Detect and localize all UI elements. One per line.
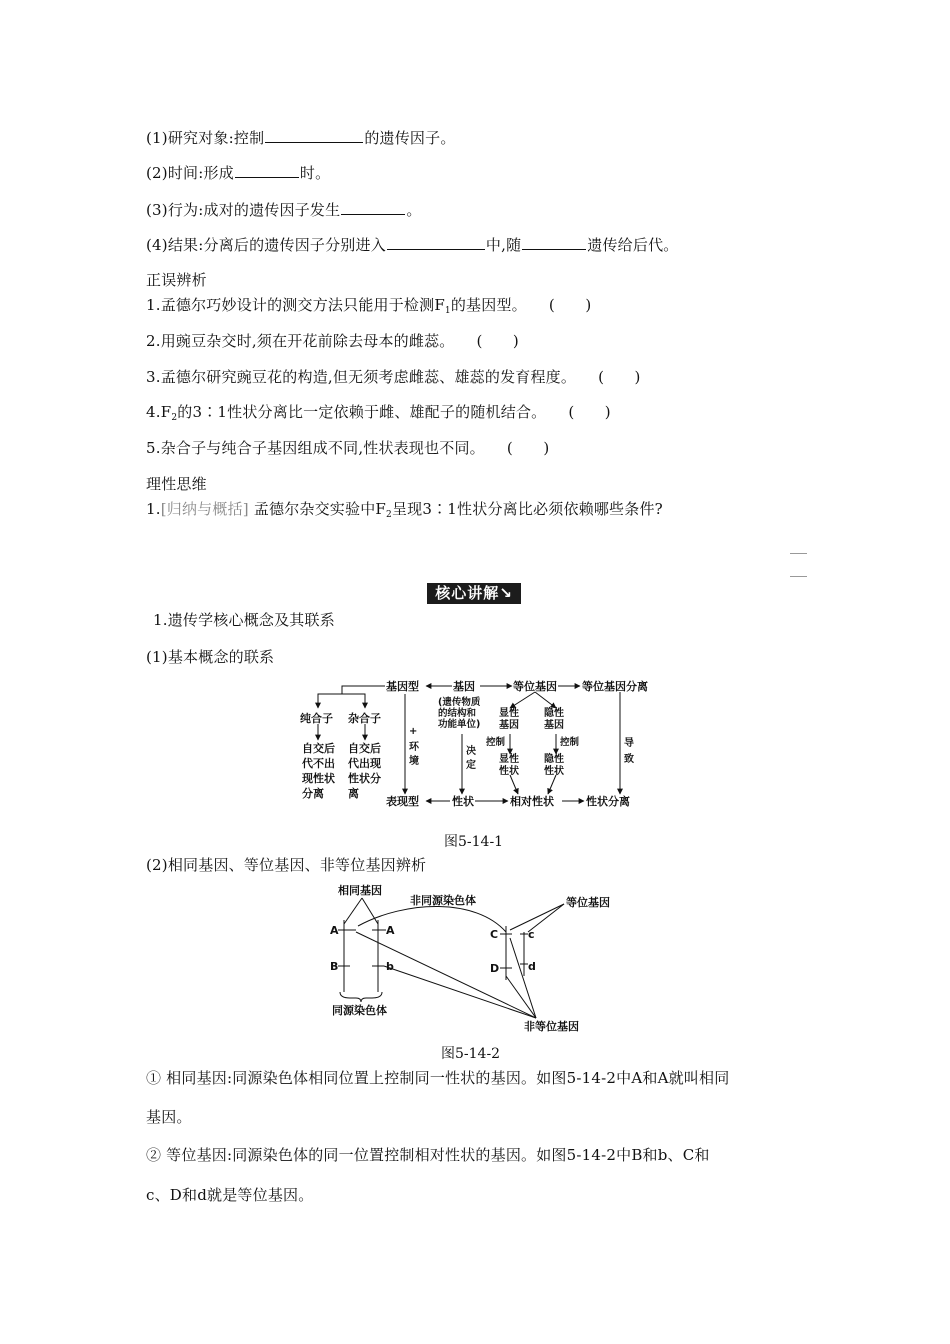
lead-char-1: 导 bbox=[624, 738, 634, 749]
answer-parentheses[interactable]: ( ) bbox=[548, 296, 592, 314]
dominant-trait-1: 显性 bbox=[499, 754, 519, 765]
fill-item-2-suffix: 时。 bbox=[299, 164, 331, 182]
gene-types-diagram bbox=[326, 880, 626, 1035]
control-right: 控制 bbox=[560, 737, 580, 748]
gene-A-right: A bbox=[386, 924, 395, 937]
thinking-heading: 理性思维 bbox=[146, 475, 207, 493]
paragraph-same-gene-line1: ① 相同基因:同源染色体相同位置上控制同一性状的基因。如图5-14-2中A和A就叫相同 bbox=[146, 1069, 730, 1087]
judgement-q4-text-end: 的3∶1性状分离比一定依赖于雌、雄配子的随机结合。 bbox=[177, 403, 547, 421]
label-allele: 等位基因 bbox=[566, 896, 610, 909]
fill-item-3 bbox=[146, 200, 422, 220]
subscript: 1 bbox=[444, 306, 451, 316]
label-homologous: 同源染色体 bbox=[332, 1004, 387, 1017]
recessive-trait-1: 隐性 bbox=[544, 754, 564, 765]
node-homozygote: 纯合子 bbox=[300, 712, 333, 725]
answer-parentheses[interactable]: ( ) bbox=[476, 332, 519, 350]
judgement-q3-text: 3.孟德尔研究豌豆花的构造,但无须考虑雌蕊、雄蕊的发育程度。 bbox=[146, 368, 577, 386]
label-nonallele: 非等位基因 bbox=[524, 1020, 579, 1033]
figure-1-caption: 图5-14-1 bbox=[444, 834, 504, 850]
hetero-desc-2: 代出现 bbox=[348, 757, 381, 770]
thinking-q1-text-end: 呈现3∶1性状分离比必须依赖哪些条件? bbox=[391, 500, 663, 518]
node-allele: 等位基因 bbox=[513, 680, 557, 693]
gene-c: c bbox=[528, 928, 535, 941]
judgement-q2 bbox=[146, 331, 519, 351]
decide-char-1: 决 bbox=[466, 746, 476, 757]
gene-B: B bbox=[330, 960, 339, 973]
core-explanation-badge: 核心讲解↘ bbox=[427, 583, 521, 604]
node-phenotype: 表现型 bbox=[386, 795, 419, 808]
judgement-q4-text: 4.F bbox=[146, 403, 172, 421]
fill-item-1-prefix: (1)研究对象:控制 bbox=[146, 129, 265, 147]
judgement-q5 bbox=[146, 438, 549, 458]
core-title: 1.遗传学核心概念及其联系 bbox=[153, 611, 335, 629]
answer-blank[interactable] bbox=[522, 235, 586, 250]
gene-d: d bbox=[528, 960, 536, 973]
homo-desc-4: 分离 bbox=[302, 787, 324, 800]
judgement-q1 bbox=[146, 295, 591, 321]
gene-D: D bbox=[490, 962, 500, 975]
concept-relation-diagram bbox=[290, 672, 670, 820]
hetero-desc-1: 自交后 bbox=[348, 742, 381, 755]
decide-char-2: 定 bbox=[466, 760, 476, 771]
core-sub1: (1)基本概念的联系 bbox=[146, 648, 275, 666]
dominant-gene-1: 显性 bbox=[499, 708, 519, 719]
hetero-desc-4: 离 bbox=[348, 787, 359, 800]
judgement-heading: 正误辨析 bbox=[146, 271, 207, 289]
subscript: 2 bbox=[386, 510, 392, 520]
skill-tag: [归纳与概括] bbox=[160, 500, 249, 518]
figure-2-caption: 图5-14-2 bbox=[441, 1046, 501, 1062]
answer-blank[interactable] bbox=[265, 128, 363, 143]
question-number: 1. bbox=[146, 500, 161, 518]
gene-C: C bbox=[490, 928, 499, 941]
node-trait: 性状 bbox=[452, 795, 474, 808]
node-allele-separation: 等位基因分离 bbox=[582, 680, 648, 693]
fill-item-4 bbox=[146, 235, 678, 255]
lead-char-2: 致 bbox=[624, 754, 634, 765]
judgement-q3 bbox=[146, 367, 641, 387]
control-left: 控制 bbox=[486, 737, 506, 748]
judgement-q4 bbox=[146, 402, 611, 428]
judgement-q1-text: 1.孟德尔巧妙设计的测交方法只能用于检测F bbox=[146, 296, 445, 314]
answer-blank[interactable] bbox=[235, 163, 299, 178]
hetero-desc-3: 性状分 bbox=[348, 772, 381, 785]
node-heterozygote: 杂合子 bbox=[348, 712, 381, 725]
gene-note-2: 的结构和 bbox=[438, 708, 477, 719]
recessive-trait-2: 性状 bbox=[544, 766, 564, 777]
margin-mark bbox=[790, 576, 807, 577]
answer-blank[interactable] bbox=[341, 200, 405, 215]
gene-note-1: (遗传物质 bbox=[438, 697, 481, 708]
paragraph-same-gene-line2: 基因。 bbox=[146, 1108, 192, 1126]
env-char-2: 境 bbox=[409, 756, 419, 767]
label-same-gene: 相同基因 bbox=[338, 884, 382, 897]
node-genotype: 基因型 bbox=[386, 680, 419, 693]
homo-desc-2: 代不出 bbox=[302, 757, 335, 770]
judgement-q5-text: 5.杂合子与纯合子基因组成不同,性状表现也不同。 bbox=[146, 439, 485, 457]
answer-parentheses[interactable]: ( ) bbox=[598, 368, 641, 386]
fill-item-3-suffix: 。 bbox=[406, 201, 422, 219]
plus-sign: + bbox=[409, 726, 418, 737]
homo-desc-3: 现性状 bbox=[302, 772, 335, 785]
dominant-trait-2: 性状 bbox=[499, 766, 519, 777]
env-char-1: 环 bbox=[409, 742, 419, 753]
gene-b: b bbox=[386, 960, 394, 973]
judgement-q2-text: 2.用豌豆杂交时,须在开花前除去母本的雌蕊。 bbox=[146, 332, 455, 350]
answer-blank[interactable] bbox=[387, 235, 485, 250]
label-nonhomologous: 非同源染色体 bbox=[410, 894, 476, 907]
fill-item-3-prefix: (3)行为:成对的遗传因子发生 bbox=[146, 201, 341, 219]
fill-item-4-suffix: 遗传给后代。 bbox=[587, 236, 679, 254]
paragraph-allele-line1: ② 等位基因:同源染色体的同一位置控制相对性状的基因。如图5-14-2中B和b、C和 bbox=[146, 1146, 710, 1164]
margin-mark bbox=[790, 553, 807, 554]
core-sub2: (2)相同基因、等位基因、非等位基因辨析 bbox=[146, 856, 427, 874]
thinking-q1 bbox=[146, 499, 663, 525]
dominant-gene-2: 基因 bbox=[499, 720, 519, 731]
homo-desc-1: 自交后 bbox=[302, 742, 335, 755]
thinking-q1-text: 孟德尔杂交实验中F bbox=[248, 500, 387, 518]
fill-item-4-middle: 中,随 bbox=[485, 236, 522, 254]
fill-item-1-suffix: 的遗传因子。 bbox=[364, 129, 456, 147]
node-relative-trait: 相对性状 bbox=[510, 795, 554, 808]
fill-item-2-prefix: (2)时间:形成 bbox=[146, 164, 234, 182]
node-trait-separation: 性状分离 bbox=[586, 795, 630, 808]
judgement-q1-text-end: 的基因型。 bbox=[450, 296, 527, 314]
gene-A-left: A bbox=[330, 924, 339, 937]
gene-note-3: 功能单位) bbox=[438, 719, 481, 730]
fill-item-1 bbox=[146, 128, 456, 148]
subscript: 2 bbox=[171, 413, 178, 423]
fill-item-4-prefix: (4)结果:分离后的遗传因子分别进入 bbox=[146, 236, 386, 254]
paragraph-allele-line2: c、D和d就是等位基因。 bbox=[146, 1186, 314, 1204]
answer-parentheses[interactable]: ( ) bbox=[506, 439, 550, 457]
fill-item-2 bbox=[146, 163, 330, 183]
recessive-gene-2: 基因 bbox=[544, 720, 564, 731]
node-gene: 基因 bbox=[453, 680, 475, 693]
answer-parentheses[interactable]: ( ) bbox=[568, 403, 611, 421]
recessive-gene-1: 隐性 bbox=[544, 708, 564, 719]
